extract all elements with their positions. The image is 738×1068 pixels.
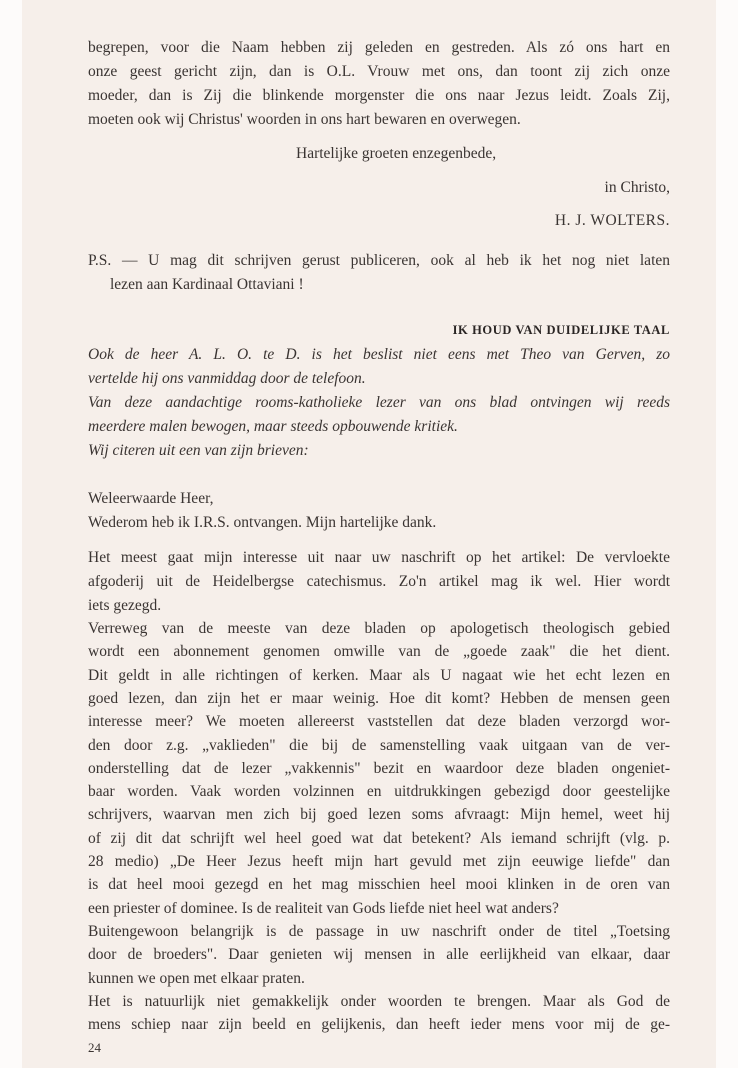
body-line: Het is natuurlijk niet gemakkelijk onder woorden te brengen. Maar als God de xyxy=(88,993,670,1010)
closing-greeting: Hartelijke groeten enzegenbede, xyxy=(296,145,497,162)
postscript-line: lezen aan Kardinaal Ottaviani ! xyxy=(110,276,304,293)
body-line: Verreweg van de meeste van deze bladen op apologetisch theologisch gebied xyxy=(88,620,670,637)
salutation: Weleerwaarde Heer, xyxy=(88,490,214,507)
body-line: den door z.g. „vaklieden" die bij de samenstelling vaak uitgaan van de ver- xyxy=(88,737,670,754)
intro-line: vertelde hij ons vanmiddag door de telefoon. xyxy=(88,370,366,387)
intro-line: Wij citeren uit een van zijn brieven: xyxy=(88,442,309,459)
page-number: 24 xyxy=(88,1040,101,1055)
body-line: 28 medio) „De Heer Jezus heeft mijn hart gevuld met zijn eeuwige liefde" dan xyxy=(88,853,670,870)
body-line: schrijvers, waarvan men zich bij goed lezen soms afvraagt: Mijn hemel, weet hij xyxy=(88,806,670,823)
body-line: door de broeders". Daar genieten wij mensen in alle eerlijkheid van elkaar, daar xyxy=(88,946,670,963)
body-line: mens schiep naar zijn beeld en gelijkenis, dan heeft ieder mens voor mij de ge- xyxy=(88,1016,670,1033)
body-line: iets gezegd. xyxy=(88,597,162,614)
body-line: Het meest gaat mijn interesse uit naar uw naschrift op het artikel: De vervloekte xyxy=(88,549,670,566)
body-line: of zij dit dat schrijft wel heel goed wat dat betekent? Als iemand schrijft (vlg. p. xyxy=(88,830,670,847)
body-line: baar worden. Vaak worden volzinnen en uitdrukkingen gebezigd door geestelijke xyxy=(88,783,670,800)
body-line: wordt een abonnement genomen omwille van de „goede zaak" die het dient. xyxy=(88,643,670,660)
article-heading: IK HOUD VAN DUIDELIJKE TAAL xyxy=(452,323,670,337)
body-line: onderstelling dat de lezer „vakkennis" bezit en waardoor deze bladen ongeniet- xyxy=(88,760,670,777)
body-line: is dat heel mooi gezegd en het mag misschien heel mooi klinken in de oren van xyxy=(88,876,670,893)
body-line: kunnen we open met elkaar praten. xyxy=(88,970,305,987)
body-line: Dit geldt in alle richtingen of kerken. Maar als U nagaat wie het echt lezen en xyxy=(88,667,670,684)
body-line: een priester of dominee. Is de realiteit van Gods liefde niet heel wat anders? xyxy=(88,900,559,917)
intro-line: Ook de heer A. L. O. te D. is het beslist niet eens met Theo van Gerven, zo xyxy=(88,346,670,363)
body-line: goed lezen, dan zijn het er maar weinig. Hoe dit komt? Hebben de mensen geen xyxy=(88,690,670,707)
postscript-line: P.S. — U mag dit schrijven gerust publiceren, ook al heb ik het nog niet laten xyxy=(88,252,670,269)
body-line: afgoderij uit de Heidelbergse catechismus. Zo'n artikel mag ik wel. Hier wordt xyxy=(88,573,670,590)
body-line: Buitengewoon belangrijk is de passage in uw naschrift onder de titel „Toetsing xyxy=(88,923,670,940)
closing-in-christo: in Christo, xyxy=(604,179,670,196)
body-line: interesse meer? We moeten allereerst vaststellen dat deze bladen verzorgd wor- xyxy=(88,713,670,730)
intro-line: Van deze aandachtige rooms-katholieke lezer van ons blad ontvingen wij reeds xyxy=(88,394,670,411)
signature: H. J. WOLTERS. xyxy=(554,212,670,229)
letter-line: begrepen, voor die Naam hebben zij geleden en gestreden. Als zó ons hart en xyxy=(88,39,670,56)
letter-line: moeten ook wij Christus' woorden in ons hart bewaren en overwegen. xyxy=(88,111,521,128)
letter-line: moeder, dan is Zij die blinkende morgenster die ons naar Jezus leidt. Zoals Zij, xyxy=(88,87,670,104)
thanks-line: Wederom heb ik I.R.S. ontvangen. Mijn hartelijke dank. xyxy=(88,514,437,531)
letter-line: onze geest gericht zijn, dan is O.L. Vrouw met ons, dan toont zij zich onze xyxy=(88,63,670,80)
intro-line: meerdere malen bewogen, maar steeds opbouwende kritiek. xyxy=(88,418,458,435)
